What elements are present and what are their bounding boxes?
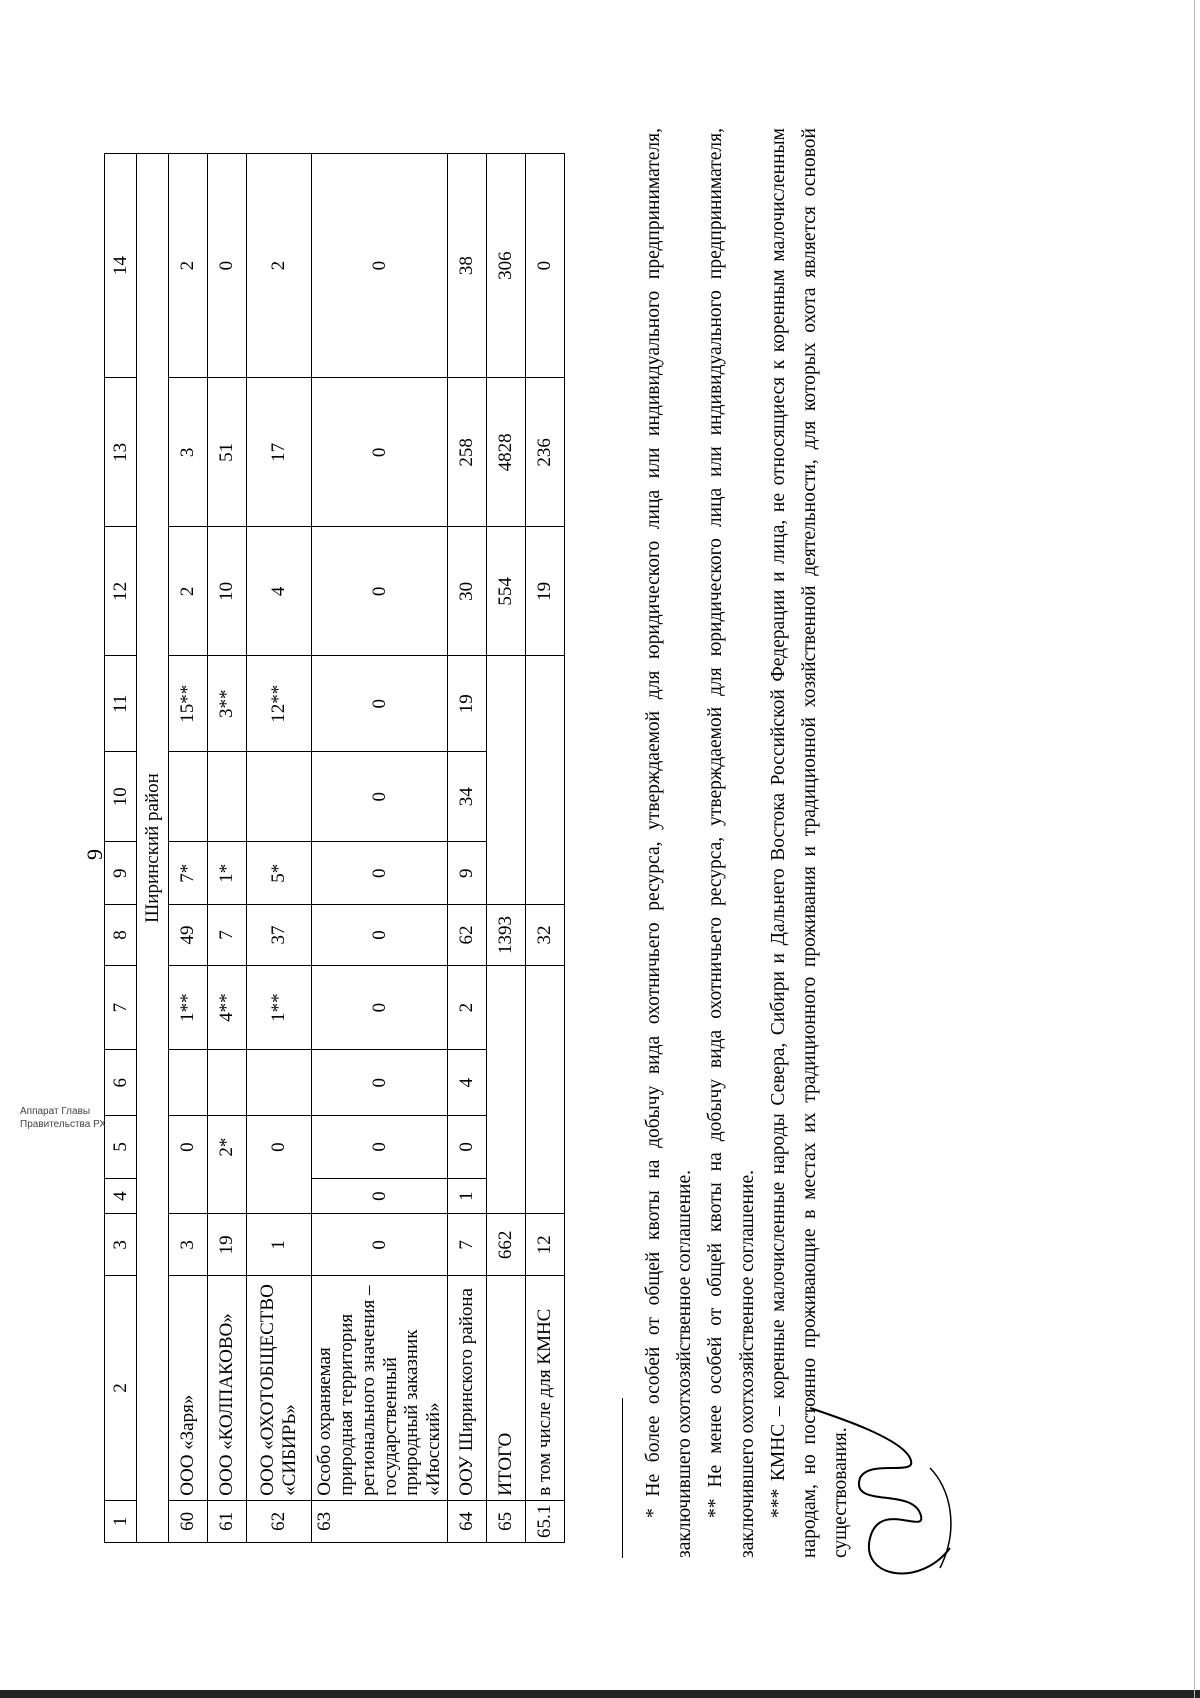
table-row-total — [487, 154, 526, 1543]
table-cell: 0 — [312, 527, 448, 656]
table-cell: 37 — [247, 905, 312, 966]
table-cell: 0 — [526, 154, 565, 378]
table-cell — [526, 751, 565, 841]
footnote-single-star: * Не более особей от общей квоты на добычу вида охотничьего ресурса, утверждаемой для юридического лица или индивидуального предпринимателя, заключившего охотхозяйственное соглашение. — [643, 128, 696, 1558]
row-name: ООО «КОЛПАКОВО» — [208, 1276, 247, 1501]
table-cell: 49 — [169, 905, 208, 966]
header-cell: 12 — [105, 527, 137, 656]
table-cell: 0 — [312, 751, 448, 841]
row-number: 61 — [208, 1500, 247, 1542]
table-cell: 15** — [169, 656, 208, 752]
table-cell — [169, 751, 208, 841]
table-cell: 10 — [208, 527, 247, 656]
table-cell — [208, 1178, 247, 1214]
table-cell: 1* — [208, 842, 247, 905]
header-cell: 13 — [105, 378, 137, 527]
header-cell: 8 — [105, 905, 137, 966]
table-cell: 3** — [208, 656, 247, 752]
table-cell: 4 — [247, 527, 312, 656]
seal-stamp — [20, 1105, 106, 1131]
table-cell — [526, 1115, 565, 1178]
row-number: 64 — [448, 1500, 487, 1542]
table-cell: 0 — [312, 1050, 448, 1116]
table-cell: 62 — [448, 905, 487, 966]
table-cell: 1** — [247, 965, 312, 1050]
table-cell: 306 — [487, 154, 526, 378]
header-cell: 11 — [105, 656, 137, 752]
table-cell: 34 — [448, 751, 487, 841]
table-cell: 7 — [208, 905, 247, 966]
table-cell: 0 — [312, 965, 448, 1050]
footnote-triple-star: *** КМНС – коренные малочисленные народы Севера, Сибири и Дальнего Востока Российской Федерации и лица, не относящиеся к коренным малочисленным народам, но постоянно проживающие в местах их традиционного проживания и традиционной хозяйственной деятельности, для которых охота является основой существования. — [767, 128, 852, 1558]
table-cell: 1393 — [487, 905, 526, 966]
table-cell: 7 — [448, 1214, 487, 1276]
table-cell: 2* — [208, 1115, 247, 1178]
row-number: 63 — [312, 1500, 448, 1542]
table-cell: 51 — [208, 378, 247, 527]
table-cell: 0 — [312, 1214, 448, 1276]
table-row — [312, 154, 448, 1543]
table-cell — [487, 1050, 526, 1116]
table-cell: 662 — [487, 1214, 526, 1276]
table-cell: 0 — [448, 1115, 487, 1178]
table-cell — [526, 656, 565, 752]
table-cell: 4828 — [487, 378, 526, 527]
header-row — [105, 154, 137, 1543]
seal-line: Правительства РХ — [20, 1119, 106, 1130]
table-cell: 0 — [312, 656, 448, 752]
table-row — [247, 154, 312, 1543]
table-cell: 0 — [312, 842, 448, 905]
table-cell: 30 — [448, 527, 487, 656]
row-number: 62 — [247, 1500, 312, 1542]
table-cell: 0 — [312, 1115, 448, 1178]
scan-edge-bottom — [0, 1690, 1200, 1698]
table-cell: 3 — [169, 378, 208, 527]
table-cell: 9 — [448, 842, 487, 905]
table-cell — [208, 751, 247, 841]
table-cell: 0 — [312, 905, 448, 966]
row-name: ООУ Ширинского района — [448, 1276, 487, 1501]
table-cell: 19 — [526, 527, 565, 656]
table-cell: 12** — [247, 656, 312, 752]
header-cell: 2 — [105, 1276, 137, 1501]
header-cell: 9 — [105, 842, 137, 905]
table-cell: 0 — [247, 1115, 312, 1178]
row-number: 65 — [487, 1500, 526, 1542]
row-number: 65.1 — [526, 1500, 565, 1542]
table-cell: 0 — [208, 154, 247, 378]
section-title: Ширинский район — [137, 154, 169, 1543]
table-cell — [526, 842, 565, 905]
table-cell: 0 — [169, 1115, 208, 1178]
table-cell — [526, 1050, 565, 1116]
table-cell: 7* — [169, 842, 208, 905]
table-cell — [487, 656, 526, 752]
row-name: в том числе для КМНС — [526, 1276, 565, 1501]
table-cell — [487, 751, 526, 841]
table-cell — [526, 1178, 565, 1214]
table-cell — [208, 1050, 247, 1116]
row-name: ООО «Заря» — [169, 1276, 208, 1501]
table-cell — [526, 965, 565, 1050]
row-name: ИТОГО — [487, 1276, 526, 1501]
signature-image — [800, 1398, 970, 1608]
footnote-divider — [622, 1398, 623, 1558]
table-cell: 258 — [448, 378, 487, 527]
header-cell: 5 — [105, 1115, 137, 1178]
table-row — [208, 154, 247, 1543]
table-cell: 0 — [312, 378, 448, 527]
table-cell: 19 — [448, 656, 487, 752]
table-cell: 3 — [169, 1214, 208, 1276]
header-cell: 10 — [105, 751, 137, 841]
table-cell: 19 — [208, 1214, 247, 1276]
table-cell: 554 — [487, 527, 526, 656]
table-cell: 4** — [208, 965, 247, 1050]
table-row — [448, 154, 487, 1543]
table-cell: 38 — [448, 154, 487, 378]
table-cell — [487, 965, 526, 1050]
section-row — [137, 154, 169, 1543]
header-cell: 7 — [105, 965, 137, 1050]
header-cell: 1 — [105, 1500, 137, 1542]
table-cell: 1 — [247, 1214, 312, 1276]
table-cell: 17 — [247, 378, 312, 527]
header-cell: 3 — [105, 1214, 137, 1276]
table-cell — [169, 1050, 208, 1116]
table-cell: 2 — [448, 965, 487, 1050]
table-cell: 32 — [526, 905, 565, 966]
header-cell: 6 — [105, 1050, 137, 1116]
table-cell: 5* — [247, 842, 312, 905]
table-cell: 4 — [448, 1050, 487, 1116]
row-name: Особо охраняемая природная территория регионального значения – государственный природный заказник «Июсский» — [312, 1276, 448, 1501]
table-cell — [487, 1178, 526, 1214]
table-row-kmns — [526, 154, 565, 1543]
header-cell: 14 — [105, 154, 137, 378]
table-cell — [487, 842, 526, 905]
row-name: ООО «ОХОТОБЩЕСТВО «СИБИРЬ» — [247, 1276, 312, 1501]
table-cell — [169, 1178, 208, 1214]
table-cell: 12 — [526, 1214, 565, 1276]
table-cell — [247, 1178, 312, 1214]
table-cell: 2 — [247, 154, 312, 378]
seal-line: Аппарат Главы — [20, 1106, 91, 1117]
footnote-double-star: ** Не менее особей от общей квоты на добычу вида охотничьего ресурса, утверждаемой для юридического лица или индивидуального предпринимателя, заключившего охотхозяйственное соглашение. — [705, 128, 758, 1558]
table-cell: 236 — [526, 378, 565, 527]
header-cell: 4 — [105, 1178, 137, 1214]
table-cell: 2 — [169, 527, 208, 656]
table-cell: 2 — [169, 154, 208, 378]
table-cell: 0 — [312, 1178, 448, 1214]
quota-table — [104, 153, 565, 1543]
table-cell: 1** — [169, 965, 208, 1050]
page-number: 9 — [82, 849, 107, 860]
table-cell — [487, 1115, 526, 1178]
table-cell — [247, 751, 312, 841]
table-cell — [247, 1050, 312, 1116]
footnotes — [638, 128, 856, 1558]
table-cell: 1 — [448, 1178, 487, 1214]
table-cell: 0 — [312, 154, 448, 378]
row-number: 60 — [169, 1500, 208, 1542]
table-row — [169, 154, 208, 1543]
scan-edge-right — [1194, 0, 1195, 1698]
